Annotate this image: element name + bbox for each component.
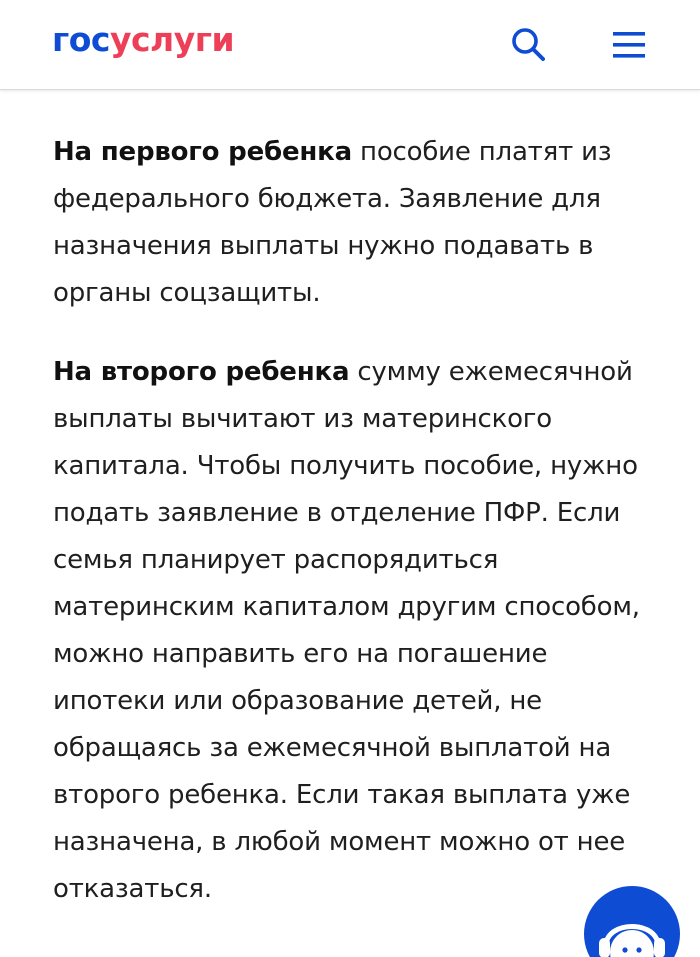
hamburger-menu-icon [606, 24, 652, 66]
paragraph-first-child-body: пособие платят из федерального бюджета. Заявление для назначения выплаты нужно подавать в органы соцзащиты. [53, 137, 612, 308]
logo-part-gos: гос [52, 20, 110, 59]
search-icon [508, 24, 550, 66]
menu-button[interactable] [606, 24, 652, 66]
paragraph-second-child-title: На второго ребенка [53, 357, 350, 387]
paragraph-second-child-body: сумму ежемесячной выплаты вычитают из материнского капитала. Чтобы получить пособие, нужно подать заявление в отделение ПФР. Если семья планирует распорядиться материнским капиталом другим способом, можно направить его на погашение ипотеки или образование детей, не обращаясь за ежемесячной выплатой на второго ребенка. Если такая выплата уже назначена, в любой момент можно от нее отказаться. [53, 357, 640, 904]
gosuslugi-logo[interactable] [52, 18, 234, 62]
article-content [53, 129, 653, 913]
search-button[interactable] [508, 24, 550, 66]
paragraph-first-child [53, 129, 653, 317]
logo-part-uslugi: услуги [109, 20, 235, 59]
paragraph-second-child [53, 349, 653, 913]
top-header [0, 0, 700, 90]
paragraph-first-child-title: На первого ребенка [53, 137, 352, 167]
